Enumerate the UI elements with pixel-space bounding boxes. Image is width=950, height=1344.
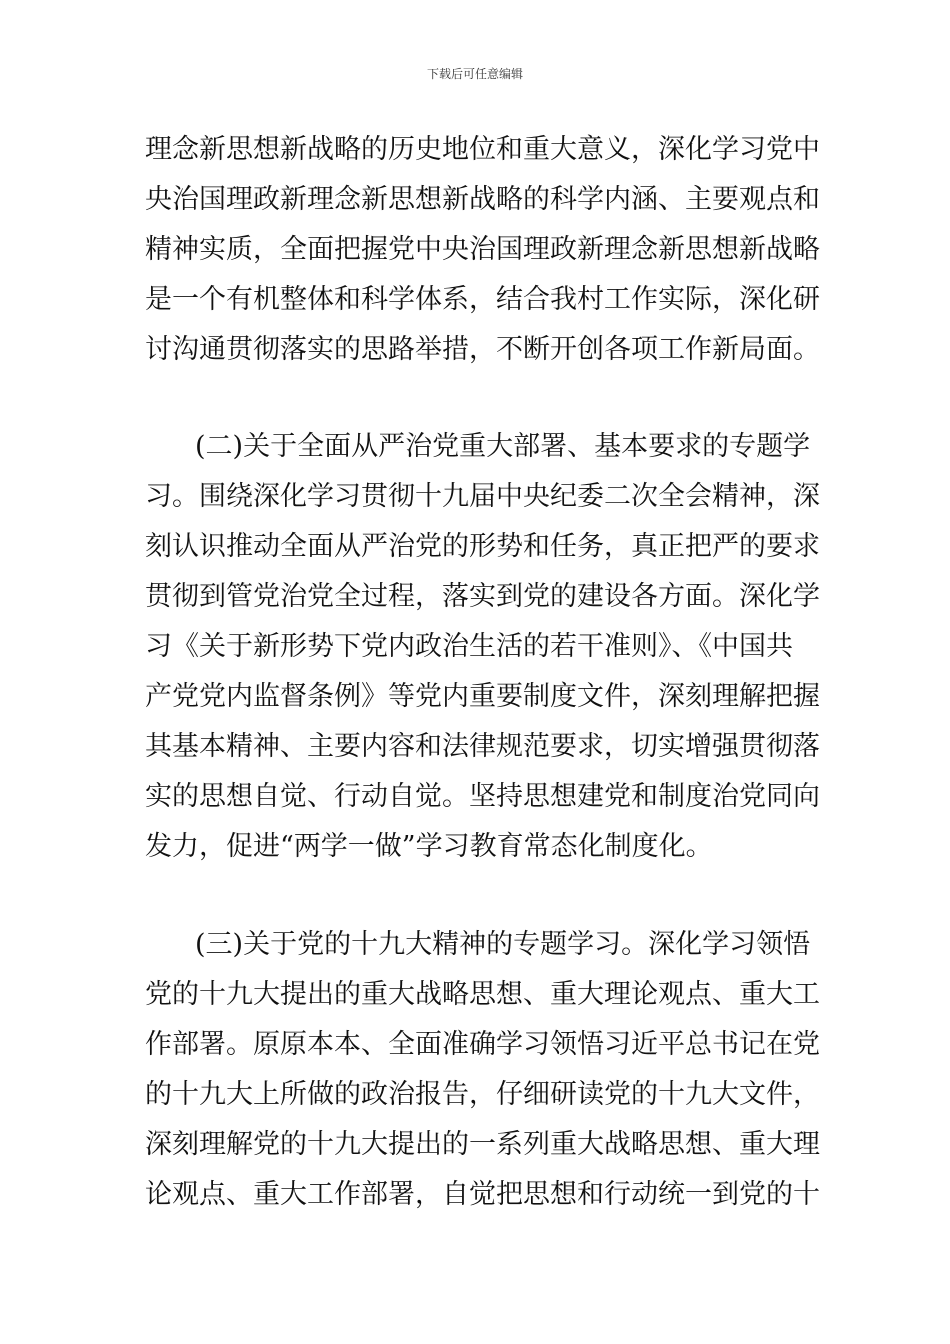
page-header: 下载后可任意编辑: [426, 67, 523, 81]
paragraph-1-line-2: 央治国理政新理念新思想新战略的科学内涵、主要观点和: [145, 184, 820, 215]
paragraph-1-line-5: 讨沟通贯彻落实的思路举措，不断开创各项工作新局面。: [145, 334, 820, 365]
paragraph-3-line-4: 的十九大上所做的政治报告，仔细研读党的十九大文件，: [145, 1079, 820, 1110]
paragraph-3-line-1: (三)关于党的十九大精神的专题学习。深化学习领悟: [195, 929, 811, 960]
paragraph-3-line-3: 作部署。原原本本、全面准确学习领悟习近平总书记在党: [145, 1029, 820, 1060]
paragraph-2-line-8: 实的思想自觉、行动自觉。坚持思想建党和制度治党同向: [145, 781, 820, 812]
paragraph-1-line-4: 是一个有机整体和科学体系，结合我村工作实际，深化研: [145, 284, 820, 315]
paragraph-3-line-2: 党的十九大提出的重大战略思想、重大理论观点、重大工: [145, 979, 820, 1010]
paragraph-1-line-1: 理念新思想新战略的历史地位和重大意义，深化学习党中: [145, 134, 820, 165]
paragraph-3-line-5: 深刻理解党的十九大提出的一系列重大战略思想、重大理: [145, 1129, 820, 1160]
paragraph-2-line-3: 刻认识推动全面从严治党的形势和任务，真正把严的要求: [145, 531, 820, 562]
paragraph-2-line-4: 贯彻到管党治党全过程，落实到党的建设各方面。深化学: [145, 581, 820, 612]
paragraph-2-line-2: 习。围绕深化学习贯彻十九届中央纪委二次全会精神，深: [145, 481, 820, 512]
paragraph-2-line-1: (二)关于全面从严治党重大部署、基本要求的专题学: [195, 431, 811, 462]
paragraph-2-line-6: 产党党内监督条例》等党内重要制度文件，深刻理解把握: [145, 681, 820, 712]
paragraph-2-line-5: 习《关于新形势下党内政治生活的若干准则》、《中国共: [145, 631, 793, 662]
paragraph-2-line-7: 其基本精神、主要内容和法律规范要求，切实增强贯彻落: [145, 731, 820, 762]
paragraph-3-line-6: 论观点、重大工作部署，自觉把思想和行动统一到党的十: [145, 1179, 820, 1210]
paragraph-1-line-3: 精神实质，全面把握党中央治国理政新理念新思想新战略: [145, 234, 820, 265]
paragraph-2-line-9: 发力，促进“两学一做”学习教育常态化制度化。: [145, 831, 713, 862]
